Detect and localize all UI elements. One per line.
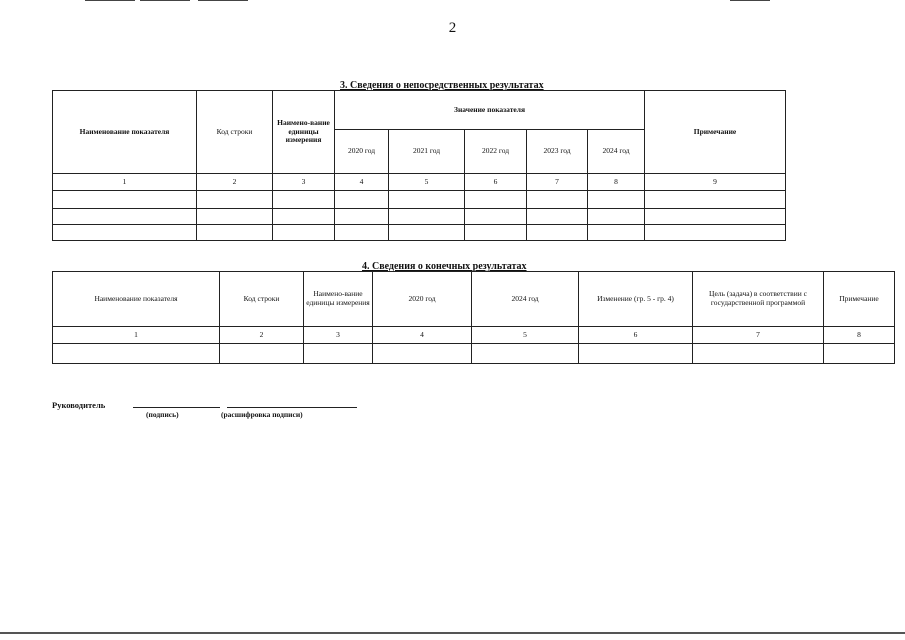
section-3-title: 3. Сведения о непосредственных результатах xyxy=(340,80,544,91)
empty-cell xyxy=(273,209,335,225)
column-number: 3 xyxy=(304,327,373,344)
header-note: Примечание xyxy=(824,272,895,327)
empty-cell xyxy=(389,225,465,241)
empty-cell xyxy=(335,225,389,241)
empty-cell xyxy=(693,344,824,364)
empty-cell xyxy=(588,191,645,209)
empty-cell xyxy=(645,209,786,225)
empty-cell xyxy=(373,344,472,364)
empty-cell xyxy=(53,209,197,225)
scan-edge-top xyxy=(85,0,135,1)
empty-cell xyxy=(197,209,273,225)
column-number: 4 xyxy=(335,174,389,191)
final-results-table xyxy=(52,271,895,364)
decode-caption: (расшифровка подписи) xyxy=(221,410,303,419)
empty-cell xyxy=(197,191,273,209)
table-row xyxy=(53,225,786,241)
column-number: 6 xyxy=(579,327,693,344)
header-year-2020: 2020 год xyxy=(373,272,472,327)
empty-cell xyxy=(588,209,645,225)
header-change: Изменение (гр. 5 - гр. 4) xyxy=(579,272,693,327)
empty-cell xyxy=(53,225,197,241)
table-row xyxy=(53,191,786,209)
table-row xyxy=(53,344,895,364)
column-number: 5 xyxy=(389,174,465,191)
header-year-2024: 2024 год xyxy=(472,272,579,327)
empty-cell xyxy=(527,191,588,209)
column-number: 5 xyxy=(472,327,579,344)
empty-cell xyxy=(335,209,389,225)
column-number: 7 xyxy=(693,327,824,344)
header-year: 2020 год xyxy=(335,130,389,174)
column-number: 7 xyxy=(527,174,588,191)
empty-cell xyxy=(472,344,579,364)
empty-cell xyxy=(389,191,465,209)
empty-cell xyxy=(273,225,335,241)
header-year: 2022 год xyxy=(465,130,527,174)
signature-caption: (подпись) xyxy=(146,410,179,419)
empty-cell xyxy=(465,225,527,241)
scan-edge-bottom xyxy=(0,632,905,634)
scan-edge-top xyxy=(730,0,770,1)
empty-cell xyxy=(465,209,527,225)
section-4-title: 4. Сведения о конечных результатах xyxy=(362,261,527,272)
header-year: 2021 год xyxy=(389,130,465,174)
header-indicator-name: Наименование показателя xyxy=(53,91,197,174)
empty-cell xyxy=(197,225,273,241)
column-number: 2 xyxy=(220,327,304,344)
empty-cell xyxy=(304,344,373,364)
empty-cell xyxy=(335,191,389,209)
header-unit: Наимено-вание единицы измерения xyxy=(273,91,335,174)
empty-cell xyxy=(645,191,786,209)
column-number: 4 xyxy=(373,327,472,344)
column-number: 3 xyxy=(273,174,335,191)
signature-line xyxy=(133,407,220,408)
empty-cell xyxy=(53,344,220,364)
table-row xyxy=(53,209,786,225)
header-row-code: Код строки xyxy=(197,91,273,174)
signature-label: Руководитель xyxy=(52,400,106,410)
column-number: 8 xyxy=(588,174,645,191)
scan-edge-top xyxy=(198,0,248,1)
column-number: 1 xyxy=(53,174,197,191)
column-number: 1 xyxy=(53,327,220,344)
column-number: 9 xyxy=(645,174,786,191)
empty-cell xyxy=(389,209,465,225)
scan-edge-top xyxy=(140,0,190,1)
empty-cell xyxy=(824,344,895,364)
header-goal: Цель (задача) в соответствии с государственной программой xyxy=(693,272,824,327)
empty-cell xyxy=(579,344,693,364)
empty-cell xyxy=(220,344,304,364)
header-note: Примечание xyxy=(645,91,786,174)
column-number: 6 xyxy=(465,174,527,191)
header-indicator-name: Наименование показателя xyxy=(53,272,220,327)
direct-results-table xyxy=(52,90,786,241)
header-unit: Наимено-вание единицы измерения xyxy=(304,272,373,327)
empty-cell xyxy=(53,191,197,209)
column-number: 2 xyxy=(197,174,273,191)
empty-cell xyxy=(273,191,335,209)
header-row-code: Код строки xyxy=(220,272,304,327)
decode-line xyxy=(227,407,357,408)
empty-cell xyxy=(527,209,588,225)
page-number: 2 xyxy=(448,20,457,36)
empty-cell xyxy=(645,225,786,241)
header-year: 2024 год xyxy=(588,130,645,174)
empty-cell xyxy=(588,225,645,241)
header-year: 2023 год xyxy=(527,130,588,174)
empty-cell xyxy=(527,225,588,241)
column-number: 8 xyxy=(824,327,895,344)
header-value-group: Значение показателя xyxy=(335,91,645,130)
empty-cell xyxy=(465,191,527,209)
